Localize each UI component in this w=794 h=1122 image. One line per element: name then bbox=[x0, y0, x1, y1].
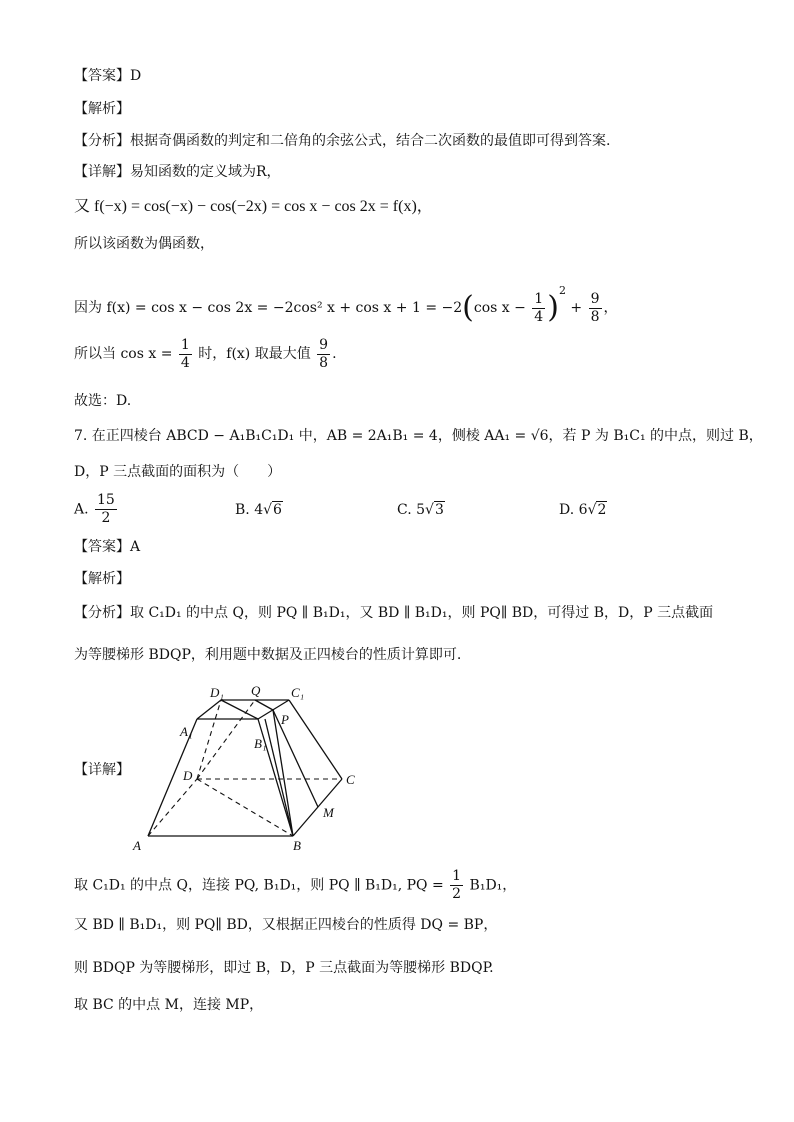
q6-analysis-text: 【分析】根据奇偶函数的判定和二倍角的余弦公式，结合二次函数的最值即可得到答案. bbox=[74, 133, 611, 149]
q7-detail-label: 【详解】 bbox=[74, 762, 130, 778]
q6-choose: 故选：D. bbox=[74, 393, 132, 409]
q6-max-frac-nine-eighths: $\frac{9}{8}$ bbox=[319, 336, 329, 371]
q7-detail-line1: 取 C₁D₁ 的中点 Q，连接 PQ, B₁D₁，则 PQ ∥ B₁D₁, PQ = $\frac{1}{2}$ B₁D₁， bbox=[74, 868, 517, 902]
q6-max-left: 所以当 cos x = bbox=[74, 346, 173, 362]
edge-D1A1 bbox=[197, 700, 221, 719]
q6-answer-label: 【答案】D bbox=[74, 68, 142, 84]
q7-option-d: D. 6√2 bbox=[559, 502, 607, 518]
q6-max-frac-quarter: $\frac{1}{4}$ bbox=[180, 336, 190, 371]
q6-eq2-end: ， bbox=[603, 300, 618, 316]
q6-eq2-inner: cos x − bbox=[473, 300, 526, 316]
q6-eq-quadratic bbox=[74, 271, 618, 328]
q6-eq2-square: 2 bbox=[558, 284, 566, 297]
q6-eq2-rparen: ) bbox=[547, 290, 559, 325]
q7-analysis-line2: 为等腰梯形 BDQP，利用题中数据及正四棱台的性质计算即可. bbox=[74, 647, 462, 663]
q7-detail-line2: 又 BD ∥ B₁D₁，则 PQ∥ BD，又根据正四棱台的性质得 DQ = BP， bbox=[74, 917, 498, 933]
edge-CC1 bbox=[289, 700, 342, 779]
q6-eq2-frac-quarter: $\frac{1}{4}$ bbox=[534, 290, 544, 325]
label-M: M bbox=[323, 805, 334, 820]
hidden-edge-AD bbox=[148, 779, 197, 836]
q7-option-a: A. $\frac{15}{2}$ bbox=[74, 492, 115, 526]
edge-B1-B bbox=[265, 719, 293, 836]
q6-even-conclusion: 所以该函数为偶函数， bbox=[74, 236, 214, 252]
label-D1: D₁ bbox=[210, 685, 224, 700]
q7-answer-label: 【答案】A bbox=[74, 539, 141, 555]
edge-BP bbox=[273, 710, 293, 836]
q7-option-b: B. 4√6 bbox=[235, 502, 282, 518]
q6-eq2-lparen: ( bbox=[462, 290, 474, 325]
q7-detail-line4: 取 BC 的中点 M，连接 MP， bbox=[74, 997, 264, 1013]
label-P: P bbox=[281, 712, 289, 727]
label-Q: Q bbox=[251, 683, 261, 698]
q6-analysis-label: 【解析】 bbox=[74, 101, 130, 117]
q6-eq2-plus: + bbox=[570, 300, 583, 316]
q6-max-end: . bbox=[332, 346, 337, 362]
q7-detail-line3: 则 BDQP 为等腰梯形，即过 B，D，P 三点截面为等腰梯形 BDQP. bbox=[74, 960, 494, 976]
q7-stem-line2: D，P 三点截面的面积为（ ） bbox=[74, 464, 282, 480]
edge-BC bbox=[293, 779, 342, 836]
label-C1: C₁ bbox=[291, 685, 305, 700]
label-A1: A₁ bbox=[180, 724, 193, 739]
q7-analysis-line1: 【分析】取 C₁D₁ 的中点 Q，则 PQ ∥ B₁D₁，又 BD ∥ B₁D₁，则 PQ∥ BD，可得过 B，D，P 三点截面 bbox=[74, 605, 714, 621]
frustum-figure bbox=[125, 683, 365, 855]
label-B1: B₁ bbox=[254, 736, 267, 751]
label-B: B bbox=[293, 838, 301, 853]
q6-eq2-frac-nine-eighths: $\frac{9}{8}$ bbox=[590, 290, 600, 325]
q6-eq2-left: 因为 f(x) = cos x − cos 2x = −2cos² x + cos x + 1 = −2 bbox=[74, 300, 463, 316]
q6-max-line bbox=[74, 336, 337, 372]
q7-option-c: C. 5√3 bbox=[397, 502, 444, 518]
q7-stem-line1: 7. 在正四棱台 ABCD − A₁B₁C₁D₁ 中，AB = 2A₁B₁ = 4，侧棱 AA₁ = √6，若 P 为 B₁C₁ 的中点，则过 B， bbox=[74, 428, 763, 444]
label-D: D bbox=[183, 768, 193, 783]
edge-PQ bbox=[255, 700, 273, 710]
q6-detail-intro: 【详解】易知函数的定义域为R， bbox=[74, 164, 281, 180]
q7-analysis-label: 【解析】 bbox=[74, 571, 130, 587]
q6-max-middle: 时，f(x) 取最大值 bbox=[198, 346, 311, 362]
hidden-edge-DD1 bbox=[197, 700, 221, 779]
label-A: A bbox=[133, 838, 141, 853]
label-C: C bbox=[346, 772, 355, 787]
q6-eq-even: 又 f(−x) = cos(−x) − cos(−2x) = cos x − cos 2x = f(x)， bbox=[74, 198, 433, 215]
